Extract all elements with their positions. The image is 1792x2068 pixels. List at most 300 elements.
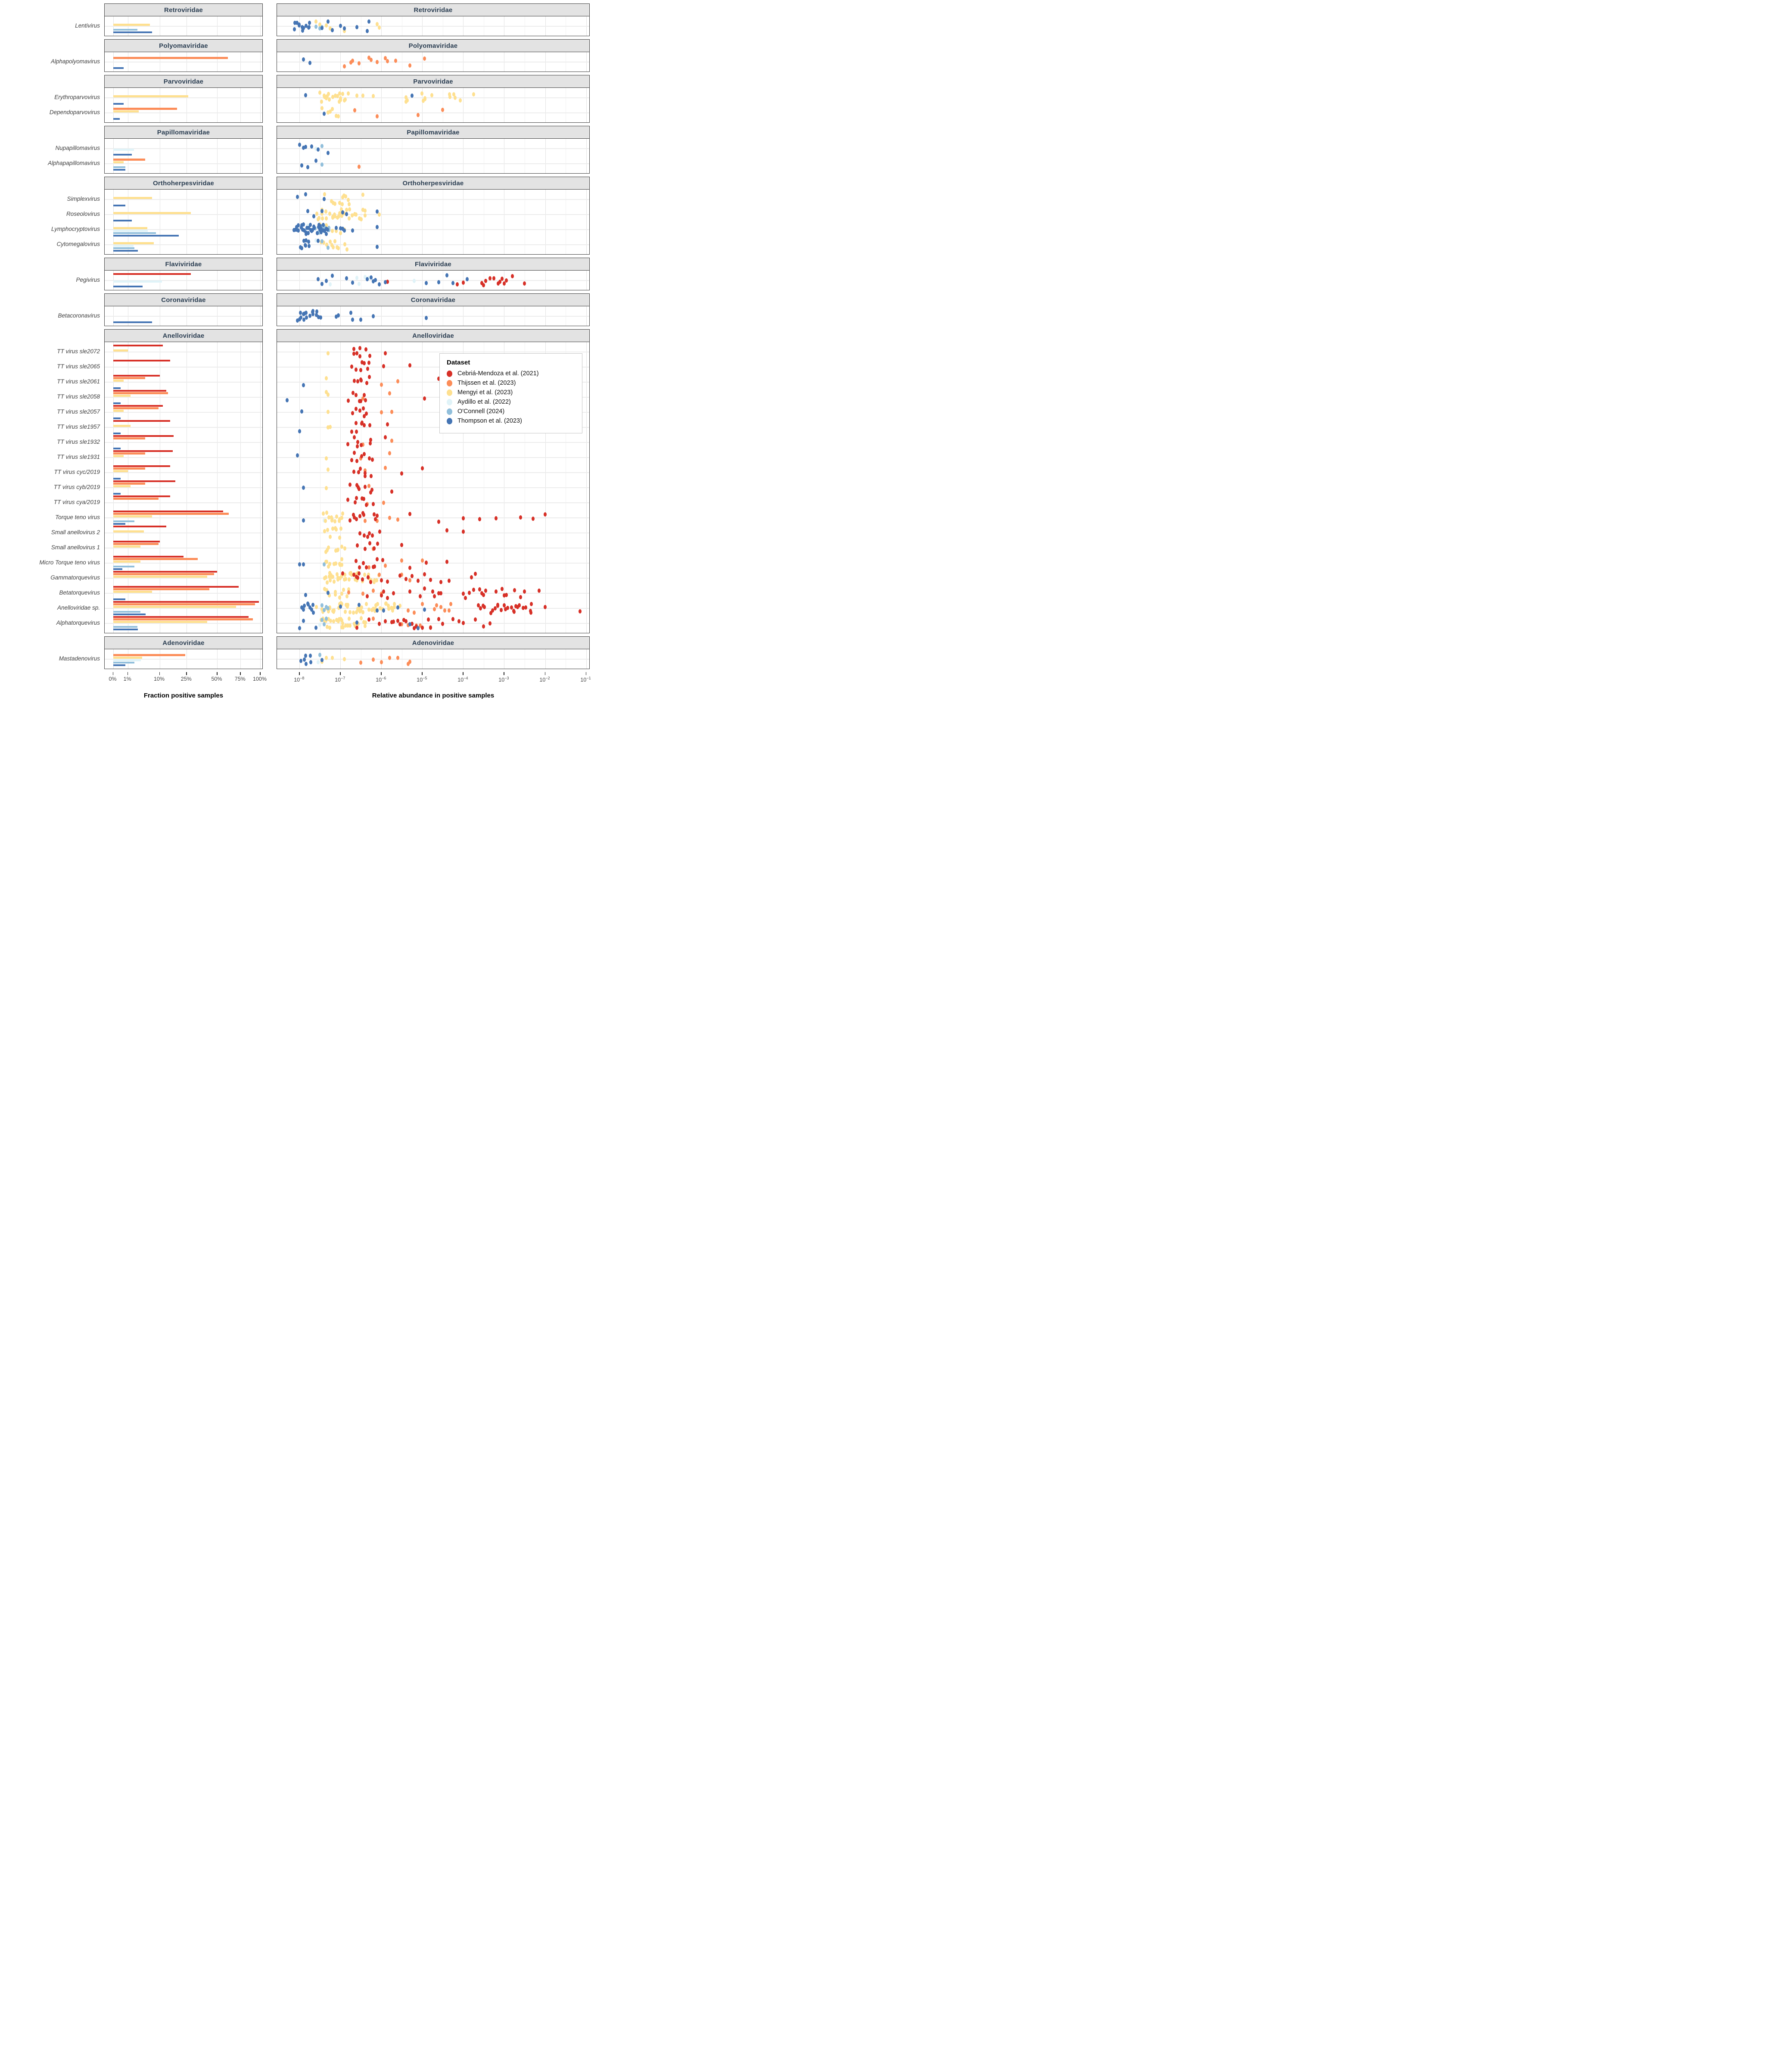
dot [302,383,305,387]
dot [299,315,302,320]
dot [325,486,328,490]
dot [347,399,350,403]
dot [304,93,307,97]
facet-strip-left: Parvoviridae [104,75,263,87]
dot [325,279,328,283]
bar-dataset-5 [113,493,121,495]
dot [372,589,375,593]
facet-panel-row [6,189,592,255]
dot [408,512,411,516]
dot [396,605,399,610]
dot [351,213,354,218]
dot [335,514,338,519]
panel-gap [263,189,277,255]
gridline-major [422,139,423,173]
dot [355,276,358,280]
dot [448,95,451,99]
strip-gap [263,39,277,52]
bar-dataset-5 [113,103,124,105]
dot [365,381,368,385]
dot [530,602,533,606]
bar-dataset-2 [113,349,128,352]
dot [367,607,370,612]
dot [396,379,399,383]
dot [324,209,327,214]
dot [330,518,333,523]
row-gridline [105,412,262,413]
bar-dataset-1 [113,159,145,161]
bar-dataset-0 [113,541,160,543]
strip-spacer [6,636,104,649]
dot [302,57,305,62]
legend-entry [447,399,575,405]
right-axis-tick-label: $10^{-6}$ [376,676,386,683]
dot [351,411,354,415]
dot [423,97,426,101]
facet-strip-right: Orthoherpesviridae [277,177,590,189]
dot [350,458,353,462]
dot [367,565,370,570]
dot [372,502,375,506]
dot [308,605,311,610]
dot [382,608,385,613]
bar-dataset-5 [113,220,132,222]
gridline-major [240,88,241,122]
row-gridline [277,214,589,215]
dot [331,107,334,111]
dot [339,231,342,235]
dot [300,409,303,414]
dot-panel-polyomaviridae [277,52,590,72]
genus-label: Alphapapillomavirus [48,160,100,166]
facet-strip-right: Adenoviridae [277,636,590,649]
dot [437,280,440,284]
facet-retroviridae [6,3,592,36]
legend-entry [447,417,575,424]
facet-strip-row [6,329,592,342]
legend-title: Dataset [447,359,470,366]
dot [360,443,363,447]
dot [302,486,305,490]
dot [353,108,356,112]
facet-strip-row [6,636,592,649]
dot [519,595,522,599]
x-axis-title-left: Fraction positive samples [143,692,224,699]
genus-label: TT virus sle2057 [57,408,100,415]
dot [495,516,498,520]
axis-tick [260,672,261,675]
dot [320,144,324,148]
bar-dataset-0 [113,360,170,362]
axis-tick [186,672,187,675]
dot [516,605,519,609]
bar-dataset-2 [113,530,144,533]
axis-spacer [6,672,104,691]
dot [359,660,362,665]
dot [367,361,370,365]
dot [312,610,315,615]
bar-dataset-2 [113,621,208,623]
row-gridline [105,472,262,473]
dot [400,543,403,547]
dot [296,195,299,199]
genus-label: Gammatorquevirus [50,574,100,581]
dot [423,572,426,576]
bar-dataset-0 [113,556,184,558]
genus-label: TT virus sle2058 [57,393,100,400]
genus-label: TT virus sle1932 [57,439,100,445]
dot [359,318,362,322]
bar-dataset-1 [113,57,228,59]
x-axis-right [277,672,590,691]
axis-tick-label: 0% [109,676,117,682]
legend-dot-icon [447,389,452,396]
bar-dataset-2 [113,455,124,457]
bar-dataset-1 [113,437,145,439]
dot [361,93,364,98]
dot [371,533,374,538]
dot [305,311,308,315]
strip-spacer [6,258,104,270]
facet-strip-row [6,177,592,189]
bar-dataset-2 [113,24,150,26]
dot [417,579,420,583]
dot [325,376,328,380]
dot [320,282,324,286]
figure [0,0,597,704]
dot [381,558,384,562]
dot [308,61,311,65]
bar-dataset-1 [113,558,198,560]
row-gridline [277,26,589,27]
dot [317,660,320,664]
dot [314,626,317,630]
dot [484,279,487,283]
dot [384,564,387,568]
dot [386,596,389,600]
dot [350,364,353,369]
panel-gap [263,270,277,290]
dot [304,192,307,196]
bar-dataset-2 [113,657,142,659]
dot [358,61,361,65]
dot [338,91,341,96]
dot [376,608,379,613]
dot [579,609,582,614]
dot [474,617,477,622]
dot [329,619,332,623]
row-gridline [277,659,589,660]
dot [419,594,422,598]
dot [300,246,303,250]
bar-dataset-2 [113,545,140,548]
dot [421,602,424,606]
dot [363,452,366,456]
gridline-major [463,88,464,122]
dot [338,595,341,600]
dot [408,578,411,582]
dot [327,351,330,355]
dot [519,515,522,520]
dot [373,580,376,584]
facet-orthoherpesviridae [6,177,592,255]
dot [355,459,358,463]
dot [376,114,379,118]
dot [479,606,482,610]
right-axis-tick-label: $10^{-2}$ [539,676,550,683]
dot [331,28,334,32]
bar-dataset-3 [113,280,162,283]
facet-strip-row [6,293,592,306]
dot [319,315,322,320]
axis-tick-label: 75% [234,676,246,682]
facet-flaviviridae [6,258,592,290]
dot [320,106,324,110]
gridline-major [260,88,261,122]
dot [368,423,371,427]
genus-label: Alphatorquevirus [56,620,100,626]
bar-dataset-5 [113,286,143,288]
dot [355,517,358,521]
dot [433,607,436,611]
dot [358,571,361,576]
dot [494,606,497,610]
dot [451,281,454,285]
dot [544,605,547,609]
axis-tick [586,672,587,675]
dot [323,562,326,567]
facet-strip-left: Retroviridae [104,3,263,16]
dot [378,573,381,577]
dot [429,578,432,582]
axis-tick [545,672,546,675]
x-axis-left [104,672,267,691]
dot [340,563,343,567]
dot [364,624,367,628]
dot [421,626,424,630]
dot [384,351,387,355]
dot [489,611,492,615]
genus-label: Lentivirus [75,22,100,29]
dot [339,576,342,580]
genus-label: TT virus cyc/2019 [54,469,100,475]
bar-panel-flaviviridae [104,270,263,290]
dot [380,383,383,387]
dot [362,513,365,517]
bar-dataset-0 [113,420,170,422]
dot [286,398,289,402]
dot [356,440,359,444]
legend-dot-icon [447,380,452,386]
bar-dataset-5 [113,118,120,120]
bar-dataset-4 [113,29,137,31]
facet-papillomaviridae [6,126,592,174]
bar-panel-coronaviridae [104,306,263,326]
dot [482,624,485,629]
legend-entry-label: Cebriá-Mendoza et al. (2021) [457,370,539,377]
dot [421,558,424,563]
legend-dot-icon [447,408,452,415]
dot [501,587,504,591]
dot [337,114,340,118]
right-axis-tick-label: $10^{-4}$ [457,676,468,683]
strip-spacer [6,3,104,16]
dot [372,617,375,621]
dot [374,603,377,607]
dot [333,519,336,523]
facet-strip-row [6,258,592,270]
dot [330,243,333,247]
dot [372,94,375,98]
gridline-major [217,139,218,173]
dot [391,608,394,613]
dot [339,526,342,531]
dot [408,660,411,664]
row-gridline [105,457,262,458]
dot [505,278,508,283]
dot [348,207,351,212]
dot [327,545,330,550]
dot-panel-flaviviridae [277,270,590,290]
dot [355,430,358,434]
dot [342,588,345,592]
facet-strip-right: Papillomaviridae [277,126,590,138]
dot [323,197,326,201]
bar-dataset-2 [113,197,152,199]
gridline-major [381,88,382,122]
bar-dataset-3 [113,245,134,247]
dot [372,565,375,569]
dot [367,19,370,24]
bar-dataset-1 [113,467,145,470]
dot [348,617,351,621]
legend-dot-icon [447,399,452,405]
right-axis-tick-label: $10^{-3}$ [498,676,509,683]
dot [376,557,379,561]
dot [433,594,436,598]
dot [343,546,346,551]
genus-labels [6,649,104,668]
dot [316,231,319,235]
dot [532,517,535,521]
dot [341,571,344,576]
dot [358,165,361,169]
dot [317,217,320,221]
dot [441,622,444,626]
dot [314,19,317,24]
bar-panel-adenoviridae [104,649,263,669]
dot [335,527,338,532]
dot [324,550,327,554]
dot [307,231,310,235]
dot [344,194,347,199]
dot [363,573,366,577]
dot [299,659,302,663]
bar-dataset-5 [113,629,138,631]
dot [341,195,344,199]
dot-panel-coronaviridae [277,306,590,326]
genus-labels [6,138,104,173]
dot [445,528,448,533]
dot [441,108,444,112]
dot [449,602,452,606]
dot [462,592,465,596]
gridline-major [545,88,546,122]
dot [365,565,368,570]
dot [445,560,448,564]
dot [459,98,462,103]
facet-strip-left: Coronaviridae [104,293,263,306]
dot-panel-orthoherpesviridae [277,189,590,255]
dot [382,589,385,594]
dot [337,313,340,318]
dot [451,617,454,621]
dot [353,435,356,439]
dot [364,347,367,352]
dot [372,657,375,662]
bar-dataset-2 [113,212,191,214]
dot [360,616,363,620]
dot [355,212,358,217]
dot [365,503,368,507]
dot [293,27,296,31]
dot [370,488,373,492]
dot [331,656,334,660]
bar-dataset-5 [113,417,121,420]
genus-label: TT virus sle2072 [57,348,100,355]
strip-gap [263,75,277,87]
legend-entry-label: Aydillo et al. (2022) [457,399,511,405]
axis-tick [240,672,241,675]
dot [355,496,358,500]
bar-dataset-0 [113,435,174,437]
bar-dataset-5 [113,402,121,405]
genus-label: Cytomegalovirus [56,241,100,247]
facet-strip-right: Flaviviridae [277,258,590,270]
bar-dataset-5 [113,664,126,666]
right-axis-tick-label: $10^{-7}$ [335,676,345,683]
bar-dataset-0 [113,390,166,392]
bar-dataset-5 [113,169,126,171]
dot-panel-papillomaviridae [277,138,590,174]
row-gridline [277,502,589,503]
bar-dataset-4 [113,247,135,249]
dot [361,592,364,596]
dot [544,512,547,517]
dot [296,453,299,458]
dot [340,545,343,549]
strip-gap [263,177,277,189]
dot [462,516,465,520]
dot [423,586,426,591]
dot [341,210,344,215]
dot [472,92,475,97]
axis-tick-label: 10% [153,676,165,682]
dot [378,25,381,30]
bar-dataset-2 [113,591,152,593]
strip-spacer [6,293,104,306]
facet-strip-right: Retroviridae [277,3,590,16]
dot [298,429,301,433]
facet-strip-row [6,3,592,16]
facet-strip-row [6,39,592,52]
dot [396,517,399,522]
strip-spacer [6,39,104,52]
dot [320,26,324,30]
dot [338,536,341,540]
dot [369,441,372,445]
legend-entry [447,370,575,377]
